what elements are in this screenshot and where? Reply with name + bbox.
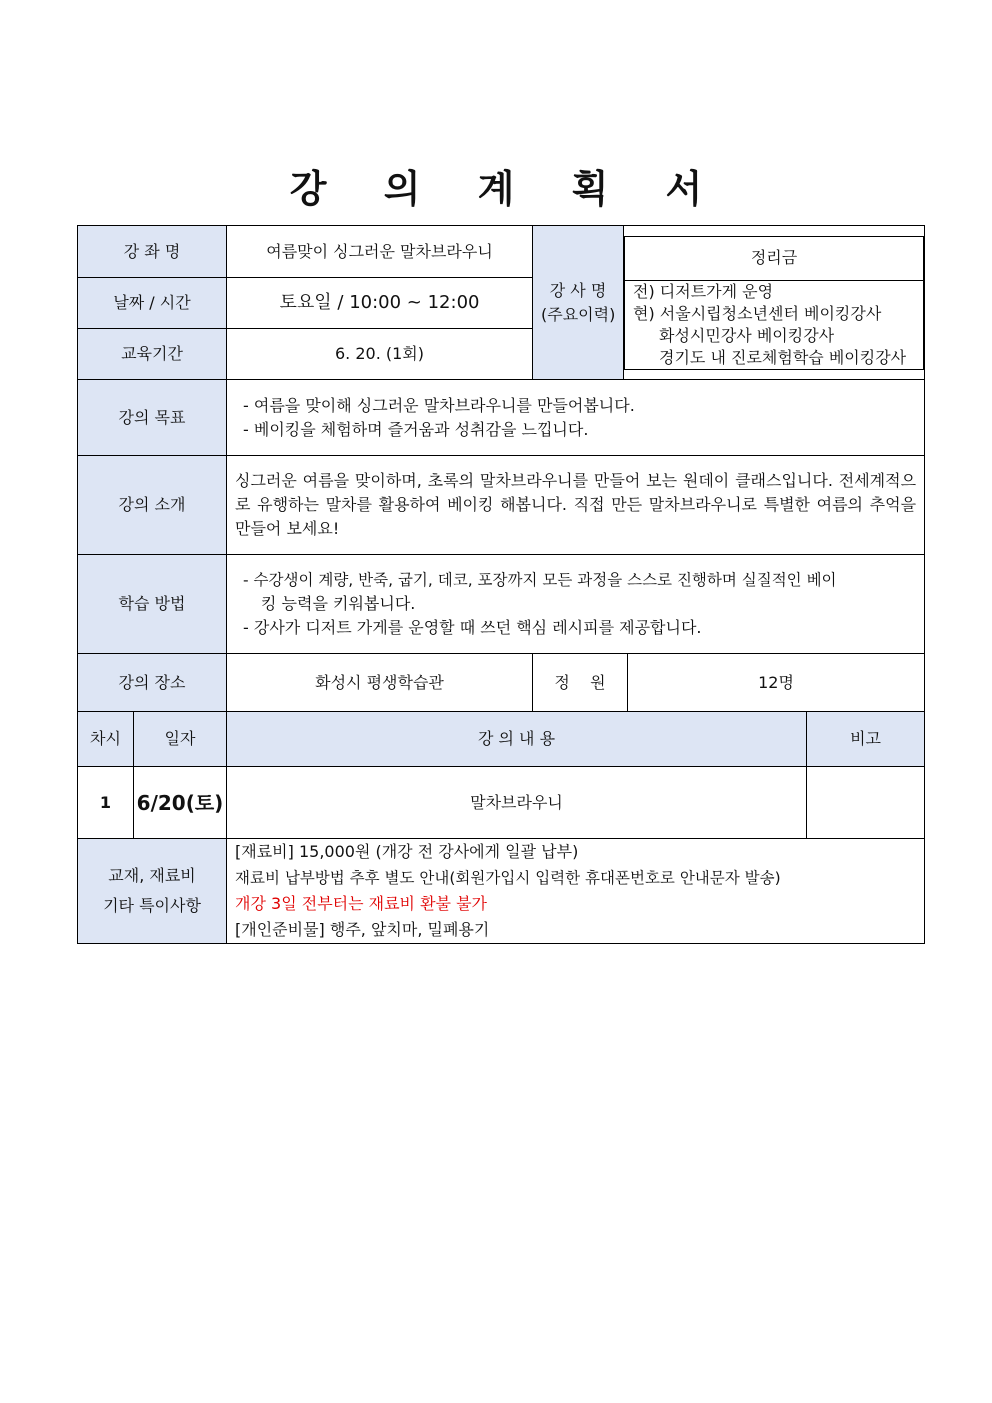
method-content bbox=[227, 555, 925, 654]
career-line-2: 현) 서울시립청소년센터 베이킹강사 bbox=[633, 303, 882, 323]
table-row bbox=[78, 767, 925, 839]
instructor-info bbox=[624, 236, 924, 370]
schedule-note bbox=[807, 767, 925, 839]
datetime-label: 날짜 / 시간 bbox=[78, 278, 227, 329]
career-line-1: 전) 디저트가게 운영 bbox=[633, 281, 774, 301]
instructor-info-cell bbox=[624, 226, 925, 380]
period-value: 6. 20. (1회) bbox=[227, 329, 533, 380]
materials-refund-warning: 개강 3일 전부터는 재료비 환불 불가 bbox=[235, 894, 488, 913]
instructor-career bbox=[625, 280, 924, 369]
schedule-header-date: 일자 bbox=[134, 712, 227, 767]
method-line-1b: 킹 능력을 키워봅니다. bbox=[261, 594, 416, 613]
materials-line-4: [개인준비물] 행주, 앞치마, 밀폐용기 bbox=[235, 920, 490, 939]
materials-label-line1: 교재, 재료비 bbox=[108, 866, 196, 885]
method-line-2: - 강사가 디저트 가게를 운영할 때 쓰던 핵심 레시피를 제공합니다. bbox=[243, 618, 702, 637]
intro-text: 싱그러운 여름을 맞이하며, 초록의 말차브라우니를 만들어 보는 원데이 클래스입니다. 전세계적으로 유행하는 말차를 활용하여 베이킹 해봅니다. 직접 만든 말차브라우니로 특별한 여름의 추억을 만들어 보세요! bbox=[227, 456, 925, 555]
schedule-date: 6/20(토) bbox=[134, 767, 227, 839]
method-line-1a: - 수강생이 계량, 반죽, 굽기, 데코, 포장까지 모든 과정을 스스로 진행하며 실질적인 베이 bbox=[243, 571, 837, 589]
course-name-label: 강 좌 명 bbox=[78, 226, 227, 278]
intro-label: 강의 소개 bbox=[78, 456, 227, 555]
instructor-label-line2: (주요이력) bbox=[541, 304, 616, 324]
goal-line-1: - 여름을 맞이해 싱그러운 말차브라우니를 만들어봅니다. bbox=[243, 395, 635, 415]
capacity-label: 정 원 bbox=[533, 654, 628, 712]
lecture-plan-table-wrapper bbox=[77, 225, 924, 944]
lecture-plan-table bbox=[77, 225, 925, 944]
instructor-label bbox=[533, 226, 624, 380]
instructor-name: 정리금 bbox=[625, 236, 924, 280]
schedule-session: 1 bbox=[78, 767, 134, 839]
schedule-content: 말차브라우니 bbox=[227, 767, 807, 839]
materials-content bbox=[227, 839, 925, 944]
schedule-header-content: 강 의 내 용 bbox=[227, 712, 807, 767]
instructor-label-line1: 강 사 명 bbox=[549, 280, 607, 300]
materials-line-2: 재료비 납부방법 추후 별도 안내(회원가입시 입력한 휴대폰번호로 안내문자 발송) bbox=[235, 869, 781, 887]
career-line-3: 화성시민강사 베이킹강사 bbox=[659, 325, 835, 345]
venue-label: 강의 장소 bbox=[78, 654, 227, 712]
materials-line-1: [재료비] 15,000원 (개강 전 강사에게 일괄 납부) bbox=[235, 842, 579, 861]
document-title: 강 의 계 획 서 bbox=[289, 167, 725, 211]
capacity-value: 12명 bbox=[628, 654, 925, 712]
schedule-header-note: 비고 bbox=[807, 712, 925, 767]
period-label: 교육기간 bbox=[78, 329, 227, 380]
datetime-value: 토요일 / 10:00 ~ 12:00 bbox=[227, 278, 533, 329]
method-label: 학습 방법 bbox=[78, 555, 227, 654]
materials-label-line2: 기타 특이사항 bbox=[103, 896, 201, 915]
venue-value: 화성시 평생학습관 bbox=[227, 654, 533, 712]
goal-line-2: - 베이킹을 체험하며 즐거움과 성취감을 느낍니다. bbox=[243, 419, 589, 439]
materials-label bbox=[78, 839, 227, 944]
schedule-header-session: 차시 bbox=[78, 712, 134, 767]
career-line-4: 경기도 내 진로체험학습 베이킹강사 bbox=[659, 347, 907, 367]
goal-label: 강의 목표 bbox=[78, 380, 227, 456]
goal-content bbox=[227, 380, 925, 456]
course-name-value: 여름맞이 싱그러운 말차브라우니 bbox=[227, 226, 533, 278]
